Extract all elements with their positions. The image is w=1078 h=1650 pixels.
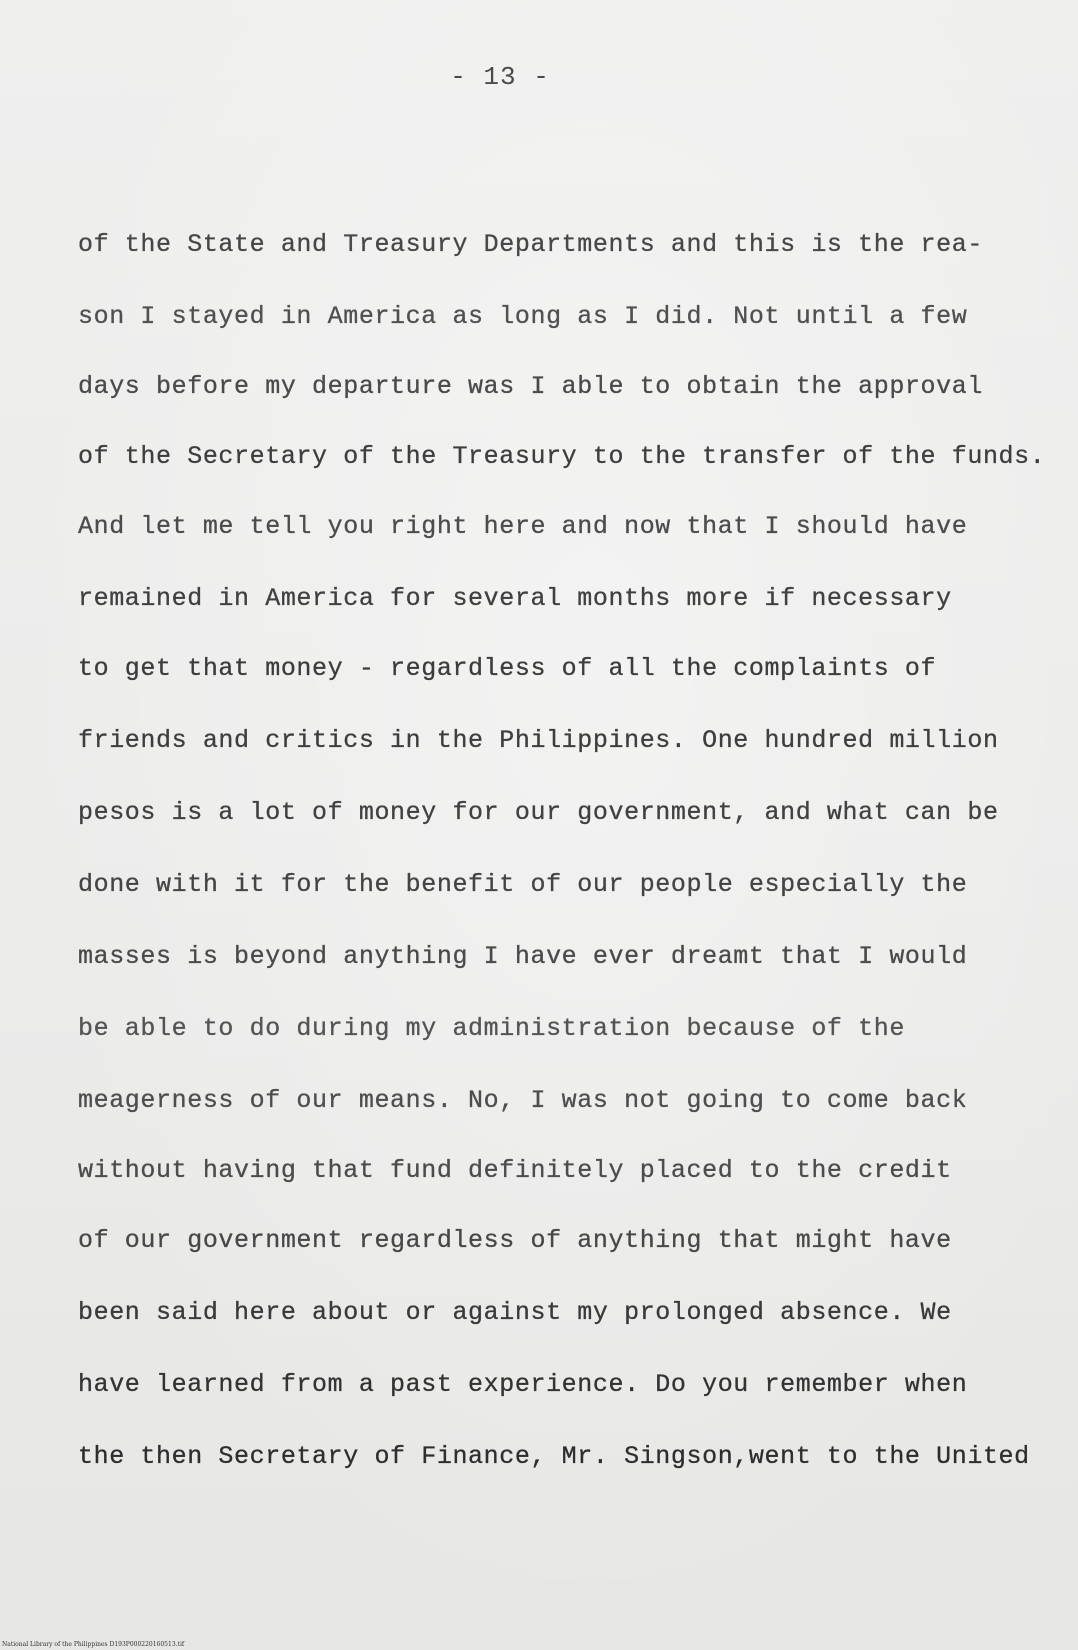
text-line: been said here about or against my prolonged absence. We [78,1298,952,1327]
text-line: son I stayed in America as long as I did. Not until a few [78,302,968,331]
text-line: without having that fund definitely placed to the credit [78,1156,952,1185]
text-line: pesos is a lot of money for our government, and what can be [78,798,999,827]
text-line: the then Secretary of Finance, Mr. Singson,went to the United [78,1442,1030,1471]
text-line: And let me tell you right here and now that I should have [78,512,968,541]
text-line: masses is beyond anything I have ever dreamt that I would [78,942,968,971]
text-line: done with it for the benefit of our people especially the [78,870,968,899]
scan-footer-caption: National Library of the Philippines D193P000220160513.tif [2,1641,185,1648]
text-line: remained in America for several months more if necessary [78,584,952,613]
text-line: be able to do during my administration because of the [78,1014,905,1043]
text-line: friends and critics in the Philippines. One hundred million [78,726,999,755]
text-line: of the State and Treasury Departments and this is the rea- [78,230,983,259]
text-line: of the Secretary of the Treasury to the transfer of the funds. [78,442,1046,471]
page-number: - 13 - [450,62,550,92]
text-line: days before my departure was I able to obtain the approval [78,372,983,401]
text-line: meagerness of our means. No, I was not going to come back [78,1086,968,1115]
text-line: to get that money - regardless of all the complaints of [78,654,937,683]
text-line: of our government regardless of anything that might have [78,1226,952,1255]
text-line: have learned from a past experience. Do you remember when [78,1370,968,1399]
